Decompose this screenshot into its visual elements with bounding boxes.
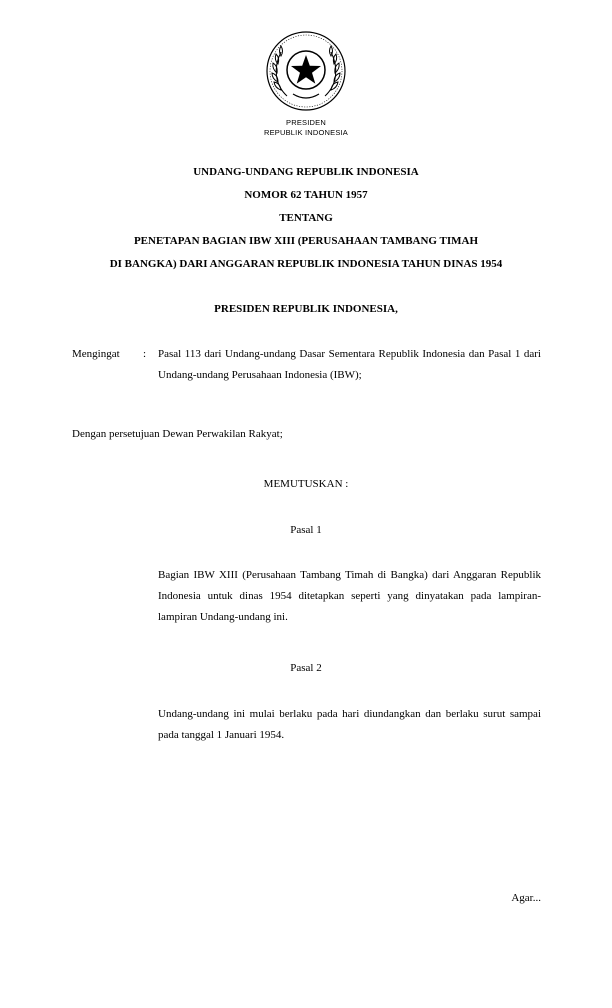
title-subject-line-1: PENETAPAN BAGIAN IBW XIII (PERUSAHAAN TAMBANG TIMAH <box>133 235 479 247</box>
title-nomor: NOMOR 62 TAHUN 1957 <box>244 189 368 201</box>
pasal-1-text: Bagian IBW XIII (Perusahaan Tambang Timah di Bangka) dari Anggaran Republik Indonesia untuk dinas 1954 ditetapkan seperti yang dinyatakan pada lampiran-lampiran Undang-undang ini. <box>158 569 541 623</box>
continuation-text: Agar... <box>511 892 541 904</box>
title-undang-undang: UNDANG-UNDANG REPUBLIK INDONESIA <box>193 166 419 178</box>
mengingat-label: Mengingat <box>72 348 120 360</box>
mengingat-colon: : <box>143 348 147 360</box>
header-republik-indonesia: REPUBLIK INDONESIA <box>263 128 349 137</box>
mengingat-text: Pasal 113 dari Undang-undang Dasar Sementara Republik Indonesia dan Pasal 1 dari Undang-undang Perusahaan Indonesia (IBW); <box>158 348 541 381</box>
pasal-2-heading: Pasal 2 <box>290 662 322 674</box>
pasal-1-heading: Pasal 1 <box>290 524 322 536</box>
garuda-seal-icon <box>265 30 347 112</box>
president-heading: PRESIDEN REPUBLIK INDONESIA, <box>214 303 398 315</box>
header-presiden: PRESIDEN <box>286 118 326 127</box>
pasal-2-text: Undang-undang ini mulai berlaku pada hari diundangkan dan berlaku surut sampai pada tanggal 1 Januari 1954. <box>158 708 541 741</box>
title-subject-line-2: DI BANGKA) DARI ANGGARAN REPUBLIK INDONESIA TAHUN DINAS 1954 <box>109 258 503 270</box>
title-tentang: TENTANG <box>279 212 333 224</box>
memutuskan-heading: MEMUTUSKAN : <box>263 478 349 490</box>
persetujuan-text: Dengan persetujuan Dewan Perwakilan Rakyat; <box>72 428 283 440</box>
